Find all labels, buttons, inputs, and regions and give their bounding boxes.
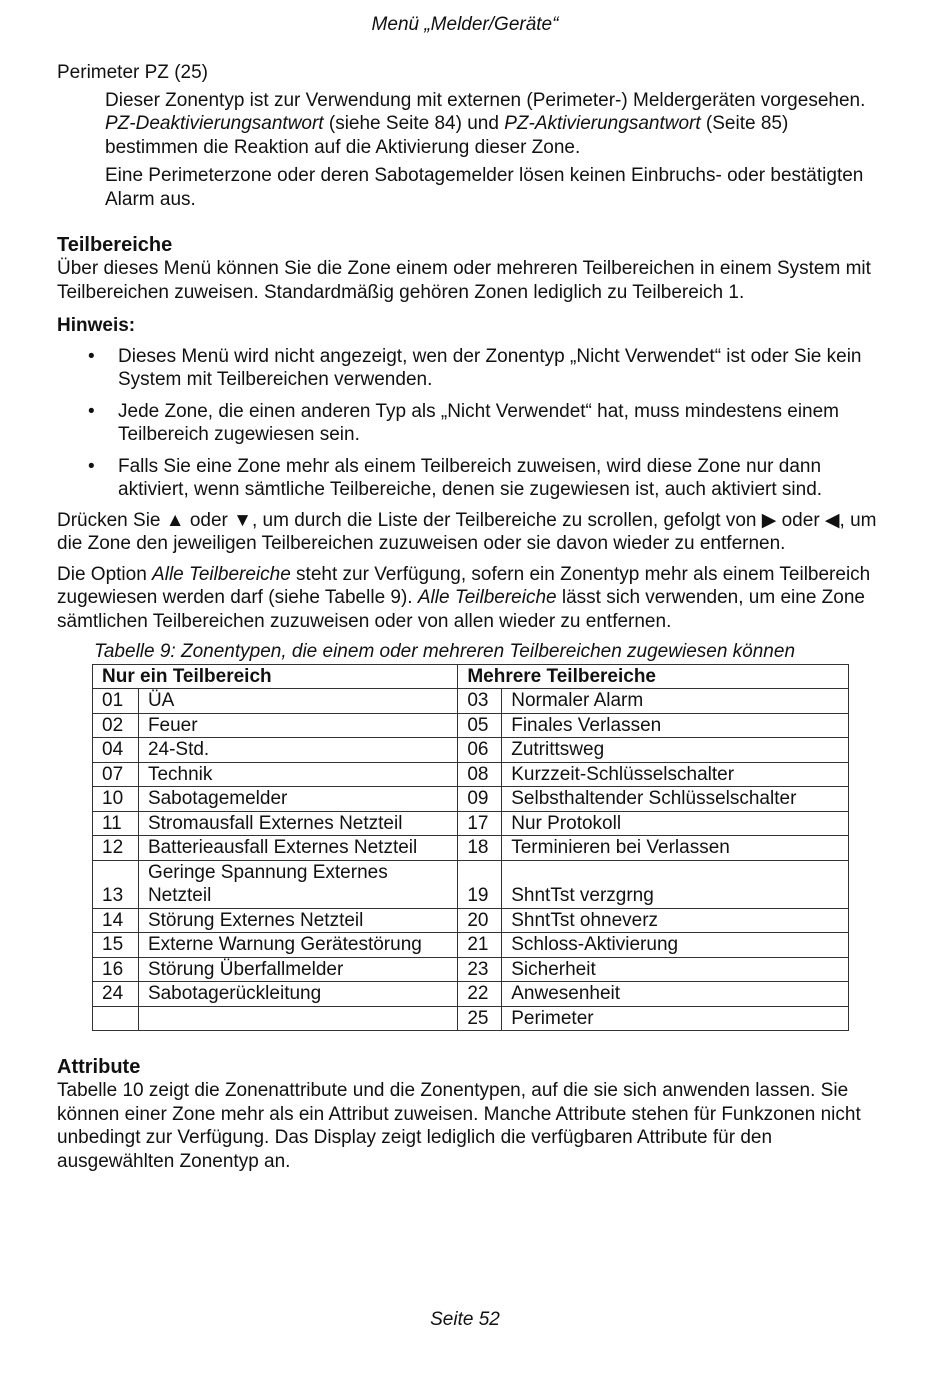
table-cell: 16	[93, 957, 139, 982]
column-header: Nur ein Teilbereich	[93, 664, 458, 689]
table-body	[93, 689, 849, 1031]
table-row	[93, 811, 849, 836]
table-cell: Schloss-Aktivierung	[502, 933, 849, 958]
table-cell	[138, 1006, 457, 1031]
table-cell: 03	[458, 689, 502, 714]
text-span: Dieser Zonentyp ist zur Verwendung mit externen (Perimeter-) Meldergeräten vorgesehen.	[105, 89, 866, 111]
table-row	[93, 762, 849, 787]
list-item	[57, 400, 882, 447]
page-header: Menü „Melder/Geräte“	[371, 14, 559, 35]
bullet-icon: •	[88, 345, 95, 367]
list-item-text: Jede Zone, die einen anderen Typ als „Nicht Verwendet“ hat, muss mindestens einem Teilbereich zugewiesen sein.	[118, 400, 839, 445]
table-caption: Tabelle 9: Zonentypen, die einem oder mehreren Teilbereichen zugewiesen können	[94, 641, 796, 662]
table-cell: Sabotagemelder	[138, 787, 457, 812]
list-item-text: Dieses Menü wird nicht angezeigt, wen der Zonentyp „Nicht Verwendet“ ist oder Sie kein System mit Teilbereichen verwenden.	[118, 345, 862, 390]
table-cell: 21	[458, 933, 502, 958]
table-cell: 22	[458, 982, 502, 1007]
text-span: steht zur Verfügung, sofern ein Zonentyp mehr als einem Teilbereich zugewiesen werden darf (siehe Tabelle 9).	[57, 563, 871, 608]
table-row	[93, 836, 849, 861]
table-cell: 15	[93, 933, 139, 958]
list-item-text: Falls Sie eine Zone mehr als einem Teilbereich zuweisen, wird diese Zone nur dann aktiviert, wenn sämtliche Teilbereiche, denen sie zugewiesen ist, auch aktiviert sind.	[118, 455, 823, 500]
perimeter-paragraph-2: Eine Perimeterzone oder deren Sabotagemelder lösen keinen Einbruchs- oder bestätigten Alarm aus.	[105, 165, 864, 210]
table-cell: Normaler Alarm	[502, 689, 849, 714]
table-cell: ShntTst verzgrng	[502, 860, 849, 908]
table-row	[93, 787, 849, 812]
attribute-text: Tabelle 10 zeigt die Zonenattribute und die Zonentypen, auf die sie sich anwenden lassen. Sie können einer Zone mehr als ein Attribut zuweisen. Manche Attribute stehen für Funkzonen nicht unbedingt zur Verfügung. Das Display zeigt lediglich die verfügbaren Attribute für den ausgewählten Zonentyp an.	[57, 1080, 861, 1172]
table-header-row	[93, 664, 849, 689]
table-cell: 05	[458, 713, 502, 738]
table-cell: ÜA	[138, 689, 457, 714]
table-cell: 19	[458, 860, 502, 908]
section-heading-attribute: Attribute	[57, 1056, 141, 1078]
table-cell: 20	[458, 908, 502, 933]
text-span: (Seite 85) bestimmen die Reaktion auf die Aktivierung dieser Zone.	[105, 113, 789, 158]
table-cell: 09	[458, 787, 502, 812]
table-cell: 12	[93, 836, 139, 861]
table-row	[93, 1006, 849, 1031]
teilbereiche-intro: Über dieses Menü können Sie die Zone einem oder mehreren Teilbereichen in einem System mit Teilbereichen zuweisen. Standardmäßig gehören Zonen lediglich zu Teilbereich 1.	[57, 258, 871, 303]
table-cell: Terminieren bei Verlassen	[502, 836, 849, 861]
option-paragraph	[57, 563, 882, 634]
table-cell: Störung Überfallmelder	[138, 957, 457, 982]
table-cell: 18	[458, 836, 502, 861]
table-cell: Batterieausfall Externes Netzteil	[138, 836, 457, 861]
table-cell: 23	[458, 957, 502, 982]
table-cell: 11	[93, 811, 139, 836]
perimeter-title: Perimeter PZ (25)	[57, 62, 208, 83]
table-cell: 10	[93, 787, 139, 812]
table-cell: Sicherheit	[502, 957, 849, 982]
table-cell: Perimeter	[502, 1006, 849, 1031]
text-span: (siehe Seite 84) und	[323, 113, 505, 134]
table-cell: Externe Warnung Gerätestörung	[138, 933, 457, 958]
table-cell: Geringe Spannung Externes Netzteil	[138, 860, 457, 908]
table-cell: Feuer	[138, 713, 457, 738]
bullet-icon: •	[88, 455, 95, 477]
table-cell: 06	[458, 738, 502, 763]
page-footer: Seite 52	[430, 1309, 500, 1330]
table-row	[93, 860, 849, 908]
table-row	[93, 689, 849, 714]
table-row	[93, 982, 849, 1007]
table-cell: 02	[93, 713, 139, 738]
table-cell	[93, 1006, 139, 1031]
column-header: Mehrere Teilbereiche	[458, 664, 849, 689]
zone-types-table	[92, 664, 849, 1032]
pz-deactivation-term: PZ-Deaktivierungsantwort	[105, 113, 324, 134]
bullet-icon: •	[88, 400, 95, 422]
text-span: Die Option	[57, 563, 153, 585]
table-cell: 04	[93, 738, 139, 763]
section-heading-teilbereiche: Teilbereiche	[57, 234, 173, 256]
table-cell: Selbsthaltender Schlüsselschalter	[502, 787, 849, 812]
table-cell: 24	[93, 982, 139, 1007]
scroll-instructions: Drücken Sie ▲ oder ▼, um durch die Liste der Teilbereiche zu scrollen, gefolgt von ▶ oder ◀, um die Zone den jeweiligen Teilbereichen zuzuweisen oder sie davon wieder zu entfernen.	[57, 509, 877, 554]
alle-teilbereiche-term: Alle Teilbereiche	[152, 563, 291, 585]
table-cell: Störung Externes Netzteil	[138, 908, 457, 933]
table-cell: Zutrittsweg	[502, 738, 849, 763]
table-cell: 01	[93, 689, 139, 714]
table-cell: Technik	[138, 762, 457, 787]
table-cell: 24-Std.	[138, 738, 457, 763]
table-cell: Nur Protokoll	[502, 811, 849, 836]
table-row	[93, 908, 849, 933]
table-row	[93, 957, 849, 982]
table-cell: ShntTst ohneverz	[502, 908, 849, 933]
table-cell: 13	[93, 860, 139, 908]
table-row	[93, 713, 849, 738]
text-span: lässt sich verwenden, um eine Zone sämtlichen Teilbereichen zuzuweisen oder von allen wieder zu entfernen.	[57, 587, 865, 632]
perimeter-paragraph-1	[57, 89, 882, 160]
table-cell: Stromausfall Externes Netzteil	[138, 811, 457, 836]
alle-teilbereiche-term: Alle Teilbereiche	[417, 587, 557, 608]
list-item	[57, 345, 882, 392]
table-cell: 08	[458, 762, 502, 787]
pz-activation-term: PZ-Aktivierungsantwort	[504, 113, 701, 134]
table-cell: 07	[93, 762, 139, 787]
table-cell: Anwesenheit	[502, 982, 849, 1007]
table-cell: 25	[458, 1006, 502, 1031]
hinweis-label: Hinweis:	[57, 315, 136, 336]
table-cell: 14	[93, 908, 139, 933]
page-content	[57, 61, 882, 1173]
table-cell: Kurzzeit-Schlüsselschalter	[502, 762, 849, 787]
table-cell: Finales Verlassen	[502, 713, 849, 738]
table-cell: Sabotagerückleitung	[138, 982, 457, 1007]
hinweis-list	[57, 345, 882, 502]
table-row	[93, 933, 849, 958]
table-cell: 17	[458, 811, 502, 836]
table-row	[93, 738, 849, 763]
list-item	[57, 455, 882, 502]
